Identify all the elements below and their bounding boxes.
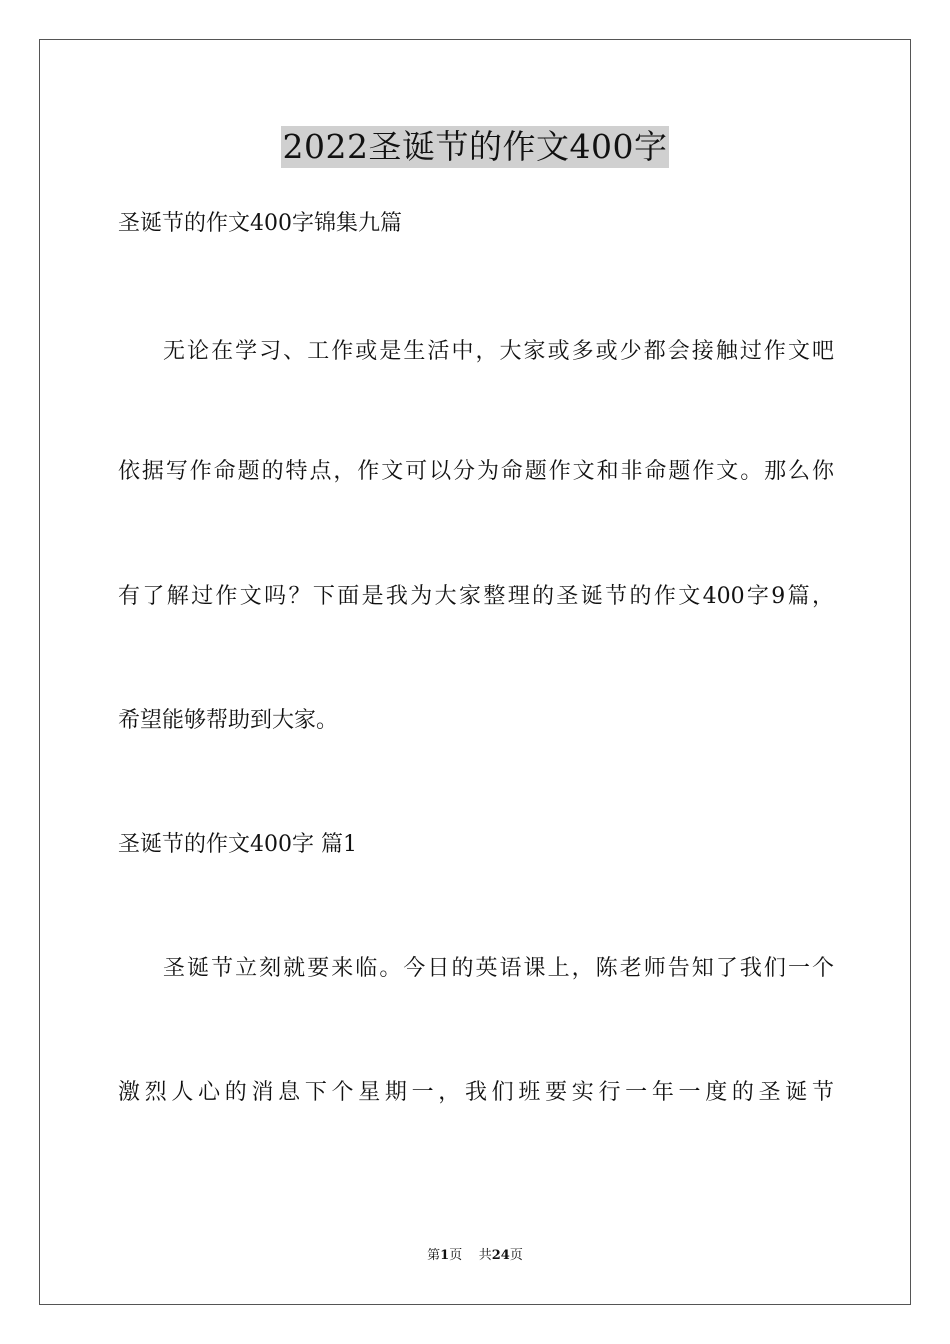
footer-total-suffix: 页 [509,1248,523,1263]
section-heading: 圣诞节的作文400字 篇1 [118,832,357,857]
document-subtitle: 圣诞节的作文400字锦集九篇 [118,211,402,236]
paragraph-line: 依据写作命题的特点，作文可以分为命题作文和非命题作文。那么你 [118,459,834,484]
document-title: 2022圣诞节的作文400字 [282,127,668,166]
footer-page-suffix: 页 [449,1248,463,1263]
paragraph-line: 有了解过作文吗？下面是我为大家整理的圣诞节的作文400字9篇， [118,584,834,609]
paragraph-line: 激烈人心的消息下个星期一，我们班要实行一年一度的圣诞节 [118,1080,834,1105]
footer-page-number: 1 [440,1248,450,1263]
paragraph-line: 圣诞节立刻就要来临。今日的英语课上，陈老师告知了我们一个 [163,956,834,981]
paragraph-line: 希望能够帮助到大家。 [118,708,339,733]
footer-page-prefix: 第 [427,1248,441,1263]
title-container [0,126,950,168]
footer-total-pages: 24 [491,1248,510,1263]
page-footer [0,1247,950,1265]
paragraph-line: 无论在学习、工作或是生活中，大家或多或少都会接触过作文吧 [163,339,834,364]
footer-total-prefix: 共 [478,1248,492,1263]
